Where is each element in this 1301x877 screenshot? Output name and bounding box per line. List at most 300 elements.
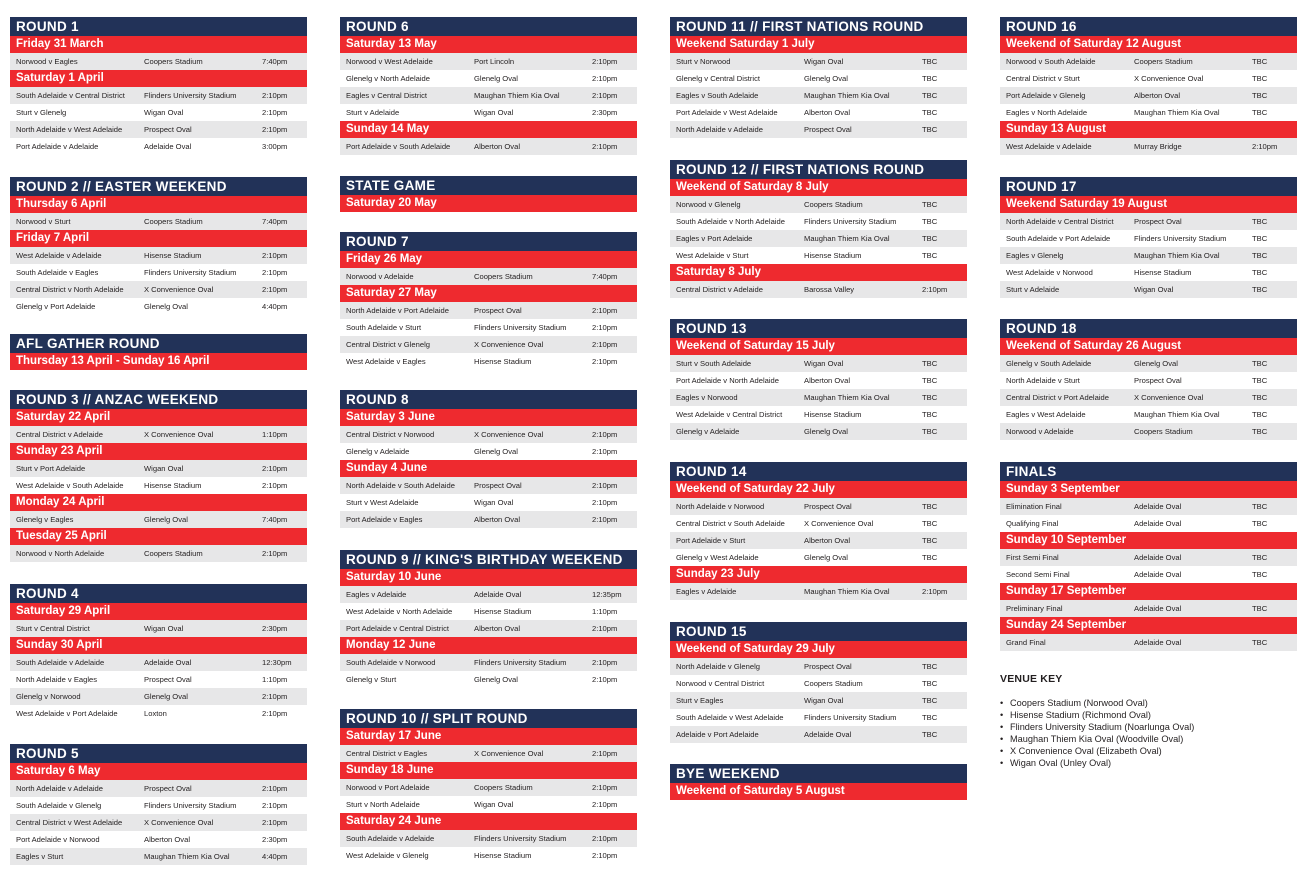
- fixture-match: Eagles v Adelaide: [676, 587, 737, 596]
- round-header: BYE WEEKEND: [670, 764, 967, 783]
- fixture-row: [340, 336, 637, 353]
- fixture-row: [670, 532, 967, 549]
- fixture-row: [1000, 87, 1297, 104]
- fixture-row: [10, 213, 307, 230]
- fixture-match: Glenelg v West Adelaide: [676, 553, 759, 562]
- fixture-match: Glenelg v Norwood: [16, 692, 81, 701]
- day-header: Sunday 18 June: [340, 762, 637, 779]
- fixture-time: TBC: [1252, 108, 1268, 117]
- round-section: [10, 334, 307, 370]
- fixture-venue: Adelaide Oval: [144, 658, 192, 667]
- day-header: Sunday 23 April: [10, 443, 307, 460]
- fixture-time: 2:10pm: [262, 709, 288, 718]
- round-header: ROUND 5: [10, 744, 307, 763]
- fixture-match: Sturt v Adelaide: [1006, 285, 1060, 294]
- fixture-venue: X Convenience Oval: [1134, 393, 1204, 402]
- fixture-row: [340, 511, 637, 528]
- fixture-match: West Adelaide v Adelaide: [16, 251, 102, 260]
- fixture-venue: Prospect Oval: [144, 784, 192, 793]
- fixture-venue: Hisense Stadium: [144, 481, 202, 490]
- fixture-time: 2:10pm: [922, 285, 948, 294]
- round-header: ROUND 16: [1000, 17, 1297, 36]
- fixture-time: 2:10pm: [262, 549, 288, 558]
- fixture-venue: Prospect Oval: [804, 125, 852, 134]
- fixture-match: Port Adelaide v Eagles: [346, 515, 423, 524]
- fixture-match: Glenelg v North Adelaide: [346, 74, 431, 83]
- fixture-match: Sturt v Norwood: [676, 57, 731, 66]
- fixture-match: South Adelaide v Central District: [16, 91, 125, 100]
- fixture-time: TBC: [1252, 285, 1268, 294]
- fixture-venue: Prospect Oval: [1134, 376, 1182, 385]
- fixture-match: Sturt v Eagles: [676, 696, 724, 705]
- fixture-row: [340, 353, 637, 370]
- fixture-row: [340, 138, 637, 155]
- fixture-time: 2:10pm: [262, 125, 288, 134]
- round-section: [10, 390, 307, 562]
- fixture-row: [340, 745, 637, 762]
- day-header: Weekend of Saturday 15 July: [670, 338, 967, 355]
- round-section: [670, 764, 967, 800]
- fixture-venue: X Convenience Oval: [144, 285, 214, 294]
- fixture-match: South Adelaide v North Adelaide: [676, 217, 785, 226]
- fixture-row: [670, 355, 967, 372]
- fixture-match: Glenelg v Port Adelaide: [16, 302, 96, 311]
- fixture-time: TBC: [922, 108, 938, 117]
- fixture-venue: Flinders University Stadium: [474, 834, 567, 843]
- fixture-match: Glenelg v Eagles: [16, 515, 74, 524]
- fixture-time: 2:10pm: [592, 142, 618, 151]
- fixture-time: TBC: [922, 502, 938, 511]
- round-section: [670, 622, 967, 743]
- fixture-time: 4:40pm: [262, 302, 288, 311]
- day-header: Saturday 8 July: [670, 264, 967, 281]
- fixture-time: TBC: [1252, 604, 1268, 613]
- fixture-match: Port Adelaide v Central District: [346, 624, 449, 633]
- day-header: Weekend of Saturday 22 July: [670, 481, 967, 498]
- round-section: [340, 232, 637, 370]
- fixture-match: Norwood v North Adelaide: [16, 549, 105, 558]
- round-section: [1000, 177, 1297, 298]
- fixture-venue: Prospect Oval: [474, 306, 522, 315]
- fixture-time: TBC: [922, 679, 938, 688]
- fixture-venue: X Convenience Oval: [474, 430, 544, 439]
- fixture-venue: Flinders University Stadium: [144, 268, 237, 277]
- fixture-venue: Murray Bridge: [1134, 142, 1182, 151]
- fixture-row: [670, 692, 967, 709]
- fixture-match: North Adelaide v Sturt: [1006, 376, 1080, 385]
- fixture-match: Central District v Eagles: [346, 749, 428, 758]
- fixture-time: TBC: [1252, 410, 1268, 419]
- fixture-row: [10, 831, 307, 848]
- fixture-row: [1000, 498, 1297, 515]
- fixture-row: [10, 654, 307, 671]
- fixture-match: West Adelaide v Port Adelaide: [16, 709, 118, 718]
- round-header: ROUND 10 // SPLIT ROUND: [340, 709, 637, 728]
- fixture-time: 2:10pm: [592, 624, 618, 633]
- fixture-match: Eagles v Glenelg: [1006, 251, 1064, 260]
- fixture-row: [10, 797, 307, 814]
- day-header: Weekend of Saturday 8 July: [670, 179, 967, 196]
- fixture-venue: Glenelg Oval: [474, 74, 518, 83]
- fixture-time: 2:10pm: [262, 251, 288, 260]
- fixture-match: Sturt v North Adelaide: [346, 800, 420, 809]
- fixture-venue: Maughan Thiem Kia Oval: [1134, 108, 1220, 117]
- fixture-row: [340, 603, 637, 620]
- fixture-venue: Alberton Oval: [144, 835, 191, 844]
- fixture-venue: Glenelg Oval: [1134, 359, 1178, 368]
- fixture-match: North Adelaide v Glenelg: [676, 662, 761, 671]
- fixture-match: Qualifying Final: [1006, 519, 1059, 528]
- fixture-match: Norwood v Adelaide: [1006, 427, 1074, 436]
- fixture-venue: Glenelg Oval: [474, 675, 518, 684]
- fixture-row: [340, 302, 637, 319]
- day-header: Sunday 23 July: [670, 566, 967, 583]
- fixture-match: Eagles v North Adelaide: [1006, 108, 1088, 117]
- fixture-match: North Adelaide v Central District: [1006, 217, 1114, 226]
- fixture-time: TBC: [922, 553, 938, 562]
- round-header: STATE GAME: [340, 176, 637, 195]
- fixture-venue: Wigan Oval: [804, 359, 844, 368]
- fixture-match: West Adelaide v Glenelg: [346, 851, 429, 860]
- fixture-time: TBC: [1252, 91, 1268, 100]
- round-section: [670, 160, 967, 298]
- fixture-time: 2:10pm: [262, 481, 288, 490]
- fixture-time: TBC: [922, 91, 938, 100]
- day-header: Sunday 3 September: [1000, 481, 1297, 498]
- fixture-row: [670, 498, 967, 515]
- fixture-time: 2:10pm: [592, 515, 618, 524]
- fixture-time: TBC: [1252, 217, 1268, 226]
- fixture-time: TBC: [922, 57, 938, 66]
- fixture-row: [340, 53, 637, 70]
- fixture-venue: Coopers Stadium: [804, 679, 863, 688]
- fixture-time: 2:10pm: [262, 818, 288, 827]
- fixture-row: [670, 281, 967, 298]
- fixture-row: [1000, 355, 1297, 372]
- fixture-venue: Alberton Oval: [804, 536, 851, 545]
- day-header: Sunday 14 May: [340, 121, 637, 138]
- fixture-row: [340, 796, 637, 813]
- fixture-match: Central District v Norwood: [346, 430, 435, 439]
- fixture-match: West Adelaide v Norwood: [1006, 268, 1093, 277]
- fixture-time: 2:10pm: [592, 357, 618, 366]
- fixture-row: [1000, 549, 1297, 566]
- fixture-match: Eagles v Norwood: [676, 393, 738, 402]
- day-header: Friday 31 March: [10, 36, 307, 53]
- fixture-time: 1:10pm: [262, 675, 288, 684]
- fixture-match: North Adelaide v Port Adelaide: [346, 306, 450, 315]
- fixture-match: Norwood v Eagles: [16, 57, 78, 66]
- round-section: [670, 319, 967, 440]
- venue-key: [1000, 673, 1290, 769]
- fixture-row: [670, 549, 967, 566]
- round-header: ROUND 4: [10, 584, 307, 603]
- round-section: [10, 584, 307, 722]
- fixture-match: Grand Final: [1006, 638, 1046, 647]
- fixture-venue: Alberton Oval: [474, 515, 521, 524]
- fixture-time: TBC: [922, 730, 938, 739]
- fixture-venue: Adelaide Oval: [474, 590, 522, 599]
- fixture-row: [10, 247, 307, 264]
- venue-key-item: • Maughan Thiem Kia Oval (Woodville Oval): [1000, 733, 1290, 745]
- fixture-row: [670, 230, 967, 247]
- day-header: Saturday 3 June: [340, 409, 637, 426]
- fixture-row: [340, 104, 637, 121]
- day-header: Saturday 13 May: [340, 36, 637, 53]
- fixture-venue: Adelaide Oval: [1134, 638, 1182, 647]
- fixture-venue: Prospect Oval: [804, 502, 852, 511]
- fixture-row: [340, 477, 637, 494]
- fixture-match: Norwood v Sturt: [16, 217, 71, 226]
- fixture-venue: Hisense Stadium: [474, 357, 532, 366]
- fixture-venue: Maughan Thiem Kia Oval: [1134, 410, 1220, 419]
- fixture-venue: Prospect Oval: [144, 675, 192, 684]
- fixture-row: [10, 545, 307, 562]
- fixture-match: Glenelg v Adelaide: [676, 427, 740, 436]
- fixture-venue: Maughan Thiem Kia Oval: [804, 587, 890, 596]
- fixture-time: 1:10pm: [262, 430, 288, 439]
- fixture-match: West Adelaide v Central District: [676, 410, 783, 419]
- fixture-time: TBC: [1252, 268, 1268, 277]
- round-section: [340, 709, 637, 864]
- fixture-match: Port Adelaide v Glenelg: [1006, 91, 1086, 100]
- fixture-row: [10, 477, 307, 494]
- round-header: ROUND 15: [670, 622, 967, 641]
- fixture-venue: Glenelg Oval: [144, 515, 188, 524]
- day-header: Saturday 29 April: [10, 603, 307, 620]
- fixture-match: Sturt v West Adelaide: [346, 498, 419, 507]
- fixture-row: [10, 848, 307, 865]
- fixture-time: TBC: [922, 125, 938, 134]
- fixture-match: Port Adelaide v Norwood: [16, 835, 100, 844]
- fixture-venue: Adelaide Oval: [1134, 502, 1182, 511]
- fixture-time: 2:30pm: [592, 108, 618, 117]
- venue-key-item: • Coopers Stadium (Norwood Oval): [1000, 697, 1290, 709]
- round-section: [10, 744, 307, 865]
- fixture-match: West Adelaide v South Adelaide: [16, 481, 124, 490]
- fixture-venue: Maughan Thiem Kia Oval: [804, 234, 890, 243]
- fixture-match: Sturt v Glenelg: [16, 108, 67, 117]
- fixture-time: 2:10pm: [592, 323, 618, 332]
- round-header: ROUND 13: [670, 319, 967, 338]
- fixture-time: TBC: [922, 662, 938, 671]
- fixture-venue: Wigan Oval: [804, 57, 844, 66]
- round-section: [340, 17, 637, 155]
- fixture-match: Central District v West Adelaide: [16, 818, 123, 827]
- fixture-time: TBC: [1252, 553, 1268, 562]
- fixture-row: [1000, 600, 1297, 617]
- fixture-row: [10, 705, 307, 722]
- fixture-venue: Glenelg Oval: [804, 427, 848, 436]
- fixture-row: [10, 460, 307, 477]
- fixture-match: Central District v Port Adelaide: [1006, 393, 1109, 402]
- fixture-row: [10, 121, 307, 138]
- day-header: Sunday 30 April: [10, 637, 307, 654]
- fixture-venue: Hisense Stadium: [804, 410, 862, 419]
- fixture-match: Norwood v South Adelaide: [1006, 57, 1096, 66]
- round-section: [10, 17, 307, 155]
- day-header: Saturday 22 April: [10, 409, 307, 426]
- fixture-venue: Hisense Stadium: [474, 851, 532, 860]
- fixture-match: Elimination Final: [1006, 502, 1062, 511]
- fixture-match: South Adelaide v Sturt: [346, 323, 422, 332]
- fixture-time: TBC: [922, 519, 938, 528]
- day-header: Sunday 4 June: [340, 460, 637, 477]
- fixture-match: Eagles v Port Adelaide: [676, 234, 753, 243]
- fixture-time: TBC: [1252, 251, 1268, 260]
- fixture-time: 12:30pm: [262, 658, 292, 667]
- fixture-row: [10, 53, 307, 70]
- fixture-match: Glenelg v Adelaide: [346, 447, 410, 456]
- fixture-venue: Glenelg Oval: [144, 692, 188, 701]
- fixture-venue: Flinders University Stadium: [144, 801, 237, 810]
- round-header: ROUND 6: [340, 17, 637, 36]
- fixture-time: 7:40pm: [592, 272, 618, 281]
- fixture-row: [340, 620, 637, 637]
- fixture-row: [340, 654, 637, 671]
- fixture-match: North Adelaide v South Adelaide: [346, 481, 455, 490]
- fixture-venue: X Convenience Oval: [804, 519, 874, 528]
- fixture-time: 2:10pm: [592, 658, 618, 667]
- day-header: Monday 24 April: [10, 494, 307, 511]
- fixture-row: [670, 406, 967, 423]
- fixture-match: North Adelaide v Eagles: [16, 675, 98, 684]
- fixture-row: [1000, 247, 1297, 264]
- day-header: Saturday 1 April: [10, 70, 307, 87]
- fixture-row: [10, 780, 307, 797]
- fixture-row: [670, 70, 967, 87]
- fixture-venue: Glenelg Oval: [474, 447, 518, 456]
- fixture-match: South Adelaide v Glenelg: [16, 801, 102, 810]
- fixture-venue: Maughan Thiem Kia Oval: [1134, 251, 1220, 260]
- fixture-match: North Adelaide v Adelaide: [16, 784, 103, 793]
- fixture-row: [670, 87, 967, 104]
- fixture-venue: Adelaide Oval: [1134, 519, 1182, 528]
- fixture-row: [10, 620, 307, 637]
- fixture-row: [1000, 213, 1297, 230]
- fixture-venue: Alberton Oval: [474, 142, 521, 151]
- fixture-row: [1000, 406, 1297, 423]
- round-section: [10, 177, 307, 315]
- fixture-row: [1000, 634, 1297, 651]
- day-header: Friday 26 May: [340, 251, 637, 268]
- fixture-row: [1000, 372, 1297, 389]
- round-header: ROUND 1: [10, 17, 307, 36]
- fixture-row: [10, 87, 307, 104]
- fixture-time: TBC: [1252, 502, 1268, 511]
- fixture-time: TBC: [922, 217, 938, 226]
- day-header: Thursday 13 April - Sunday 16 April: [10, 353, 307, 370]
- round-header: ROUND 8: [340, 390, 637, 409]
- fixture-row: [340, 70, 637, 87]
- day-header: Weekend of Saturday 26 August: [1000, 338, 1297, 355]
- fixture-time: 12:35pm: [592, 590, 622, 599]
- fixture-time: 2:10pm: [262, 784, 288, 793]
- fixture-match: Preliminary Final: [1006, 604, 1063, 613]
- fixture-time: TBC: [1252, 519, 1268, 528]
- day-header: Tuesday 25 April: [10, 528, 307, 545]
- fixture-time: 2:10pm: [262, 91, 288, 100]
- fixture-venue: Prospect Oval: [1134, 217, 1182, 226]
- fixture-venue: Coopers Stadium: [144, 549, 203, 558]
- fixture-time: 2:10pm: [262, 692, 288, 701]
- round-header: ROUND 14: [670, 462, 967, 481]
- fixture-row: [10, 671, 307, 688]
- round-header: ROUND 17: [1000, 177, 1297, 196]
- fixture-match: West Adelaide v Eagles: [346, 357, 426, 366]
- fixture-time: TBC: [922, 251, 938, 260]
- fixture-venue: Hisense Stadium: [1134, 268, 1192, 277]
- round-section: [670, 17, 967, 138]
- fixture-row: [10, 426, 307, 443]
- fixture-match: South Adelaide v Norwood: [346, 658, 436, 667]
- fixture-row: [340, 87, 637, 104]
- day-header: Saturday 6 May: [10, 763, 307, 780]
- fixture-match: North Adelaide v Adelaide: [676, 125, 763, 134]
- day-header: Weekend of Saturday 29 July: [670, 641, 967, 658]
- round-section: [340, 550, 637, 688]
- fixture-match: Norwood v Port Adelaide: [346, 783, 430, 792]
- round-section: [1000, 462, 1297, 651]
- fixture-time: TBC: [922, 376, 938, 385]
- round-section: [670, 462, 967, 600]
- day-header: Monday 12 June: [340, 637, 637, 654]
- fixture-row: [340, 830, 637, 847]
- fixture-venue: Wigan Oval: [474, 800, 514, 809]
- fixture-time: 2:10pm: [592, 430, 618, 439]
- round-section: [340, 390, 637, 528]
- fixture-venue: Wigan Oval: [144, 108, 184, 117]
- fixture-time: 2:10pm: [592, 851, 618, 860]
- fixture-row: [670, 709, 967, 726]
- fixture-row: [1000, 423, 1297, 440]
- fixture-match: Eagles v Adelaide: [346, 590, 407, 599]
- fixture-match: Port Adelaide v Sturt: [676, 536, 746, 545]
- round-header: AFL GATHER ROUND: [10, 334, 307, 353]
- fixture-row: [670, 658, 967, 675]
- fixture-time: TBC: [922, 234, 938, 243]
- fixture-venue: X Convenience Oval: [144, 818, 214, 827]
- fixture-row: [340, 319, 637, 336]
- fixture-venue: Glenelg Oval: [804, 553, 848, 562]
- fixture-venue: Wigan Oval: [804, 696, 844, 705]
- fixture-row: [10, 298, 307, 315]
- fixture-time: 2:10pm: [592, 447, 618, 456]
- fixture-match: North Adelaide v West Adelaide: [16, 125, 123, 134]
- fixture-time: 2:10pm: [922, 587, 948, 596]
- fixture-venue: Coopers Stadium: [1134, 427, 1193, 436]
- fixture-time: 2:10pm: [592, 57, 618, 66]
- day-header: Saturday 27 May: [340, 285, 637, 302]
- fixture-row: [1000, 566, 1297, 583]
- fixture-match: Central District v Adelaide: [16, 430, 103, 439]
- fixture-row: [10, 814, 307, 831]
- fixture-row: [340, 671, 637, 688]
- fixture-match: Glenelg v Sturt: [346, 675, 397, 684]
- fixture-venue: X Convenience Oval: [474, 749, 544, 758]
- fixture-time: 2:10pm: [592, 91, 618, 100]
- round-header: ROUND 11 // FIRST NATIONS ROUND: [670, 17, 967, 36]
- fixture-row: [10, 281, 307, 298]
- fixture-venue: Wigan Oval: [474, 498, 514, 507]
- fixture-match: Sturt v Port Adelaide: [16, 464, 86, 473]
- fixture-venue: Coopers Stadium: [474, 783, 533, 792]
- fixture-match: Central District v Sturt: [1006, 74, 1080, 83]
- fixture-venue: Alberton Oval: [804, 108, 851, 117]
- fixture-match: Port Adelaide v South Adelaide: [346, 142, 451, 151]
- day-header: Sunday 10 September: [1000, 532, 1297, 549]
- fixture-match: Central District v South Adelaide: [676, 519, 785, 528]
